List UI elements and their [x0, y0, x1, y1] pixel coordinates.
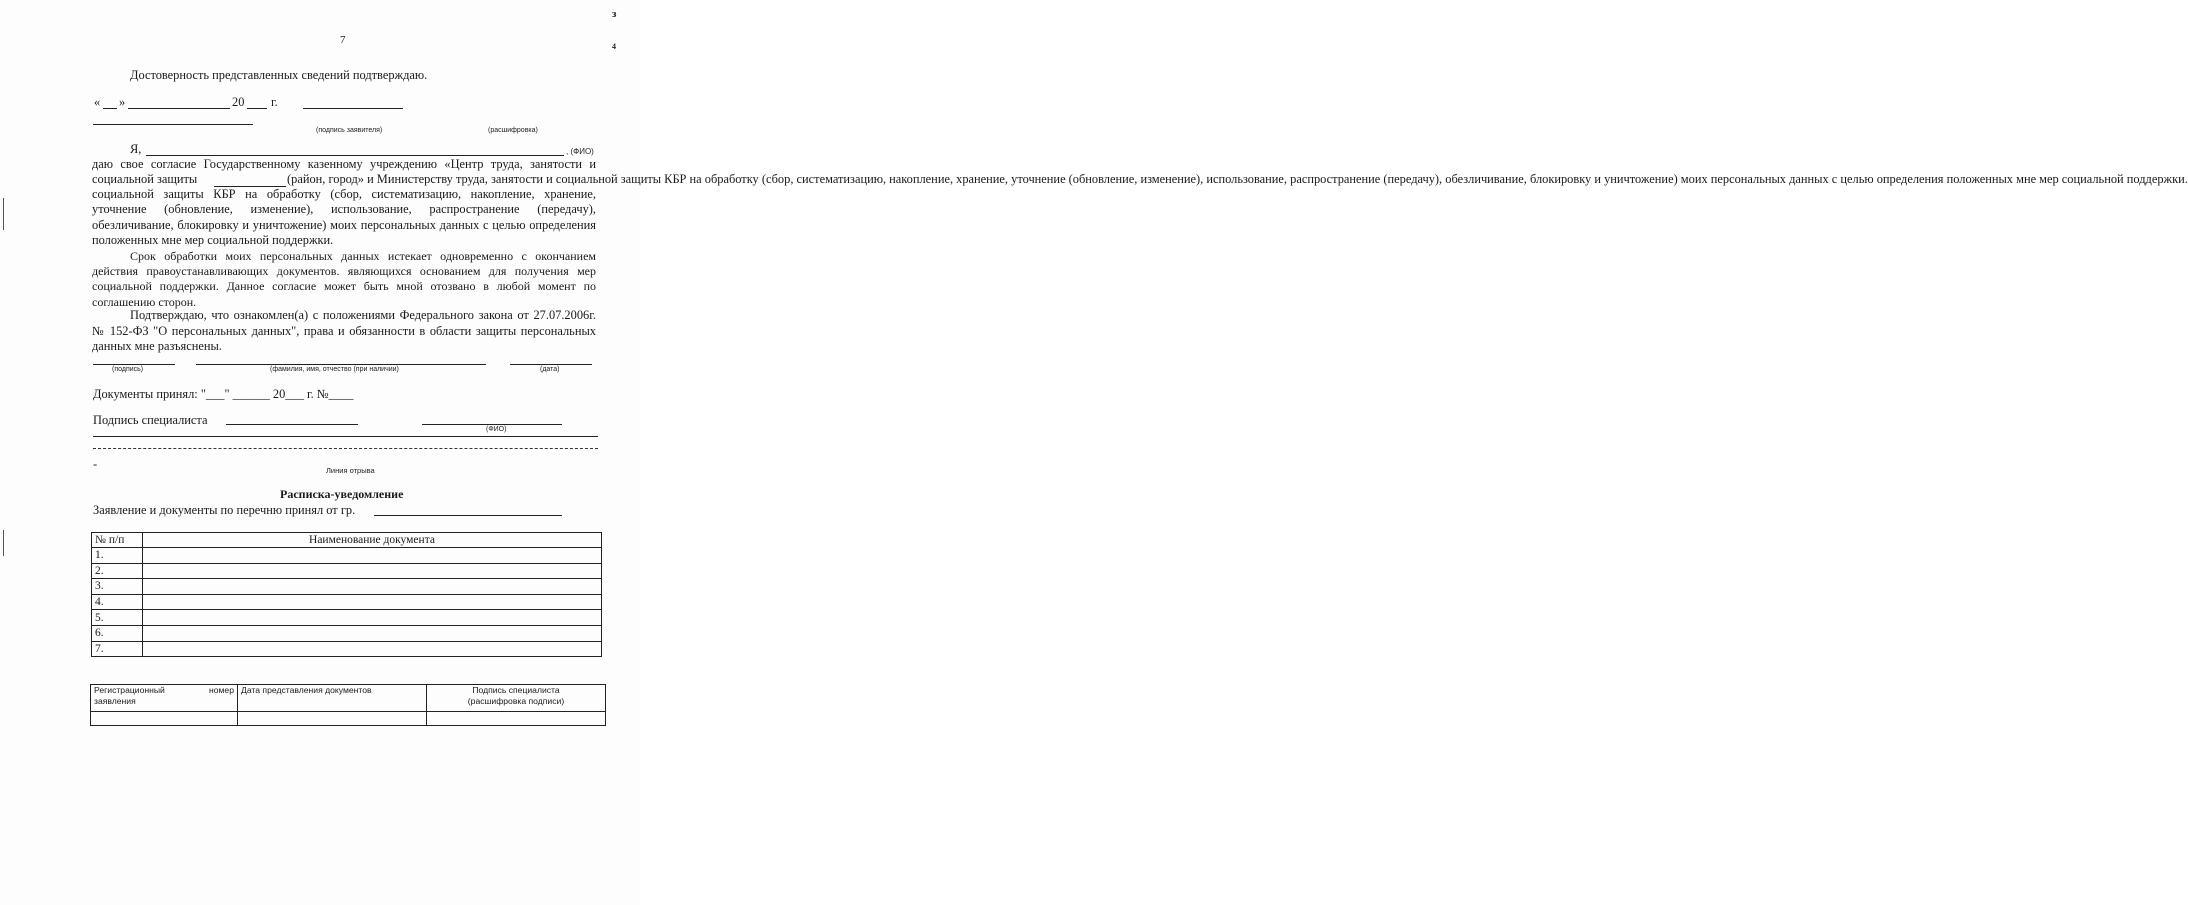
tear-off-dashed-line — [93, 448, 598, 449]
consent-text-1: даю свое согласие Государственному казенному учреждению «Центр труда, занятости и социальной защиты — [92, 157, 596, 187]
fio-line[interactable] — [196, 364, 486, 365]
document-name-cell[interactable] — [143, 563, 602, 579]
specialist-fio-label: (ФИО) — [486, 426, 507, 433]
specialist-fio-line[interactable] — [422, 424, 562, 425]
signature-label: (подпись) — [112, 366, 144, 373]
document-name-cell[interactable] — [143, 594, 602, 610]
applicant-signature-label: (подпись заявителя) — [316, 127, 383, 134]
fio-label: , (ФИО) — [566, 147, 594, 156]
row-number: 3. — [92, 579, 143, 595]
reg-date-cell[interactable] — [238, 712, 427, 726]
reg-specialist-header-b: (расшифровка подписи) — [467, 696, 565, 706]
reg-number-header-b: номер — [209, 685, 234, 695]
reg-number-header — [91, 685, 238, 712]
reg-data-row — [91, 712, 606, 726]
full-width-line — [93, 436, 598, 437]
table-row — [92, 641, 602, 657]
row-number: 1. — [92, 548, 143, 564]
receipt-accepted-from: Заявление и документы по перечню принял от гр. — [93, 503, 356, 517]
docs-accepted-label: Документы принял: "___" ______ 20___ г. №____ — [93, 387, 354, 401]
date-label: (дата) — [540, 366, 560, 373]
header-number: № п/п — [92, 533, 143, 548]
fio-full-label: (фамилия, имя, отчество (при наличии) — [270, 366, 399, 373]
date-extra-blank[interactable] — [303, 108, 403, 109]
acquaint-text: Подтверждаю, что ознакомлен(а) с положениями Федерального закона от 27.07.2006г. № 152-ФЗ "О персональных данных", права и обязанности в области защиты персональных данных мне разъяснены. — [92, 308, 596, 354]
dash-mark: - — [93, 457, 98, 471]
specialist-label: Подпись специалиста — [93, 413, 208, 427]
row-number: 7. — [92, 641, 143, 657]
row-number: 5. — [92, 610, 143, 626]
documents-table — [91, 532, 602, 657]
document-name-cell[interactable] — [143, 625, 602, 641]
document-name-cell[interactable] — [143, 548, 602, 564]
specialist-signature-line[interactable] — [226, 424, 358, 425]
signature-line[interactable] — [93, 364, 175, 365]
consent-lead: Я, — [130, 142, 142, 156]
table-row — [92, 563, 602, 579]
scan-edge-mark — [3, 530, 4, 556]
document-name-cell[interactable] — [143, 641, 602, 657]
date-close-quote: » — [119, 95, 126, 109]
month-blank[interactable] — [128, 108, 230, 109]
accepted-from-blank[interactable] — [374, 515, 562, 516]
day-blank[interactable] — [103, 108, 117, 109]
registration-table — [90, 684, 606, 726]
reg-header-row — [91, 685, 606, 712]
document-name-cell[interactable] — [143, 610, 602, 626]
header-document-name: Наименование документа — [143, 533, 602, 548]
row-number: 4. — [92, 594, 143, 610]
table-row — [92, 594, 602, 610]
corner-mark: 4 — [612, 42, 616, 51]
table-row — [92, 548, 602, 564]
reg-number-header-a: Регистрационный — [94, 685, 165, 695]
scan-edge-mark — [3, 198, 4, 230]
confirm-text: Достоверность представленных сведений подтверждаю. — [130, 68, 428, 82]
year-blank[interactable] — [247, 108, 267, 109]
reg-specialist-header-a: Подпись специалиста — [472, 685, 560, 695]
table-row — [92, 610, 602, 626]
consent-text-2-cont: социальной защиты КБР на обработку (сбор, систематизацию, накопление, хранение, уточнение (обновление, изменение), использование, распространение (передачу), обезличивание, блокировку и уничтожение) моих персональных данных с целью определения положенных мне мер социальной поддержки. — [92, 187, 596, 248]
corner-mark: з — [612, 8, 617, 20]
cut-line-label: Линия отрыва — [326, 466, 375, 475]
row-number: 6. — [92, 625, 143, 641]
date-line[interactable] — [510, 364, 592, 365]
reg-number-header-c: заявления — [94, 696, 136, 706]
receipt-title: Расписка-уведомление — [280, 487, 404, 501]
page-number: 7 — [340, 34, 346, 46]
date-open-quote: « — [94, 95, 101, 109]
decoding-label: (расшифровка) — [488, 127, 538, 134]
term-text: Срок обработки моих персональных данных истекает одновременно с окончанием действия правоустанавливающих документов. являющихся основанием для получения мер социальной поддержки. Данное согласие может быть мной отозвано в любой момент по соглашению сторон. — [92, 249, 596, 309]
table-header-row — [92, 533, 602, 548]
year-suffix: г. — [271, 95, 278, 109]
fio-input-line[interactable] — [146, 155, 564, 156]
reg-specialist-cell[interactable] — [427, 712, 606, 726]
reg-specialist-header — [427, 685, 606, 712]
reg-number-cell[interactable] — [91, 712, 238, 726]
year-prefix: 20 — [232, 95, 245, 109]
applicant-line[interactable] — [93, 124, 253, 125]
row-number: 2. — [92, 563, 143, 579]
document-name-cell[interactable] — [143, 579, 602, 595]
consent-text-2: (район, город» и Министерству труда, занятости и социальной защиты КБР на обработку (сбор, систематизацию, накопление, хранение, уточнение (обновление, изменение), использование, распространение (передачу), обезличивание, блокировку и уничтожение) моих персональных данных с целью определения положенных мне мер социальной поддержки. — [287, 172, 2188, 186]
table-row — [92, 579, 602, 595]
table-row — [92, 625, 602, 641]
reg-date-header: Дата представления документов — [238, 685, 427, 712]
